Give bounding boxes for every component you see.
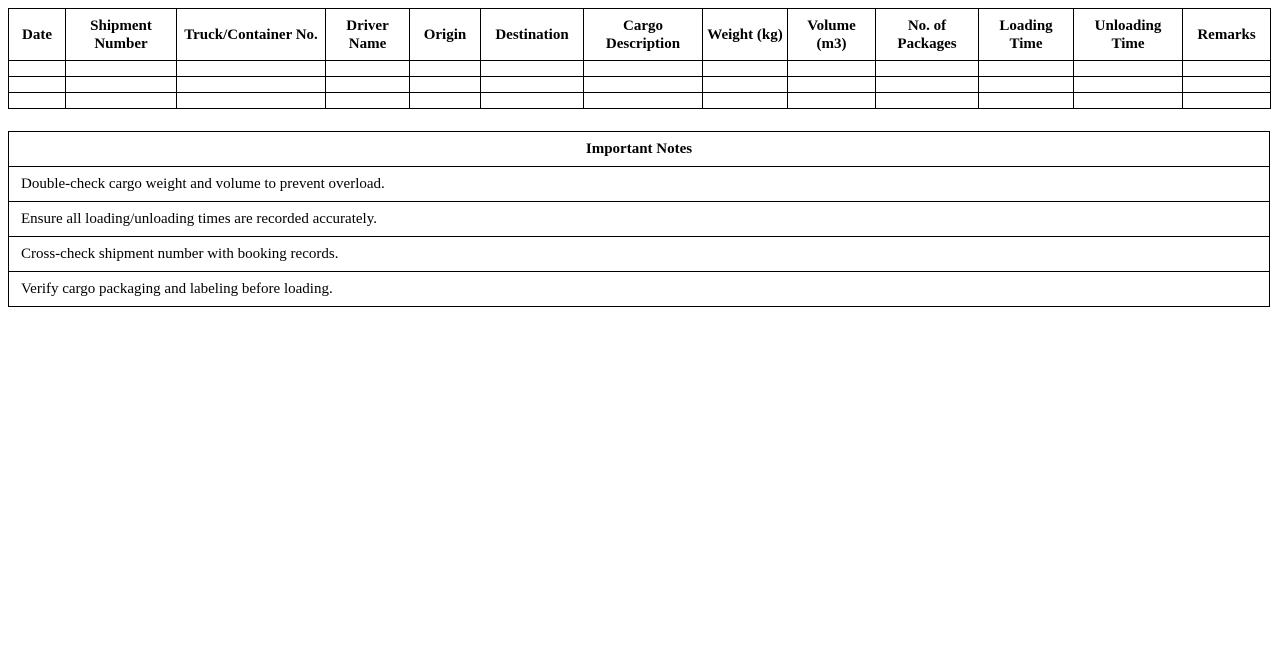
- header-row: [9, 9, 1271, 61]
- table-cell[interactable]: [1074, 93, 1183, 109]
- important-notes-table: [8, 131, 1270, 307]
- header-truck-container-no: Truck/Container No.: [177, 9, 326, 61]
- header-destination: Destination: [481, 9, 584, 61]
- notes-header-row: [9, 132, 1270, 167]
- header-remarks: Remarks: [1183, 9, 1271, 61]
- table-cell[interactable]: [481, 61, 584, 77]
- table-cell[interactable]: [410, 77, 481, 93]
- header-origin: Origin: [410, 9, 481, 61]
- table-cell[interactable]: [979, 93, 1074, 109]
- table-cell[interactable]: [326, 77, 410, 93]
- table-cell[interactable]: [703, 93, 788, 109]
- table-row: [9, 77, 1271, 93]
- table-cell[interactable]: [584, 93, 703, 109]
- table-cell[interactable]: [1183, 77, 1271, 93]
- header-volume: Volume (m3): [788, 9, 876, 61]
- header-weight: Weight (kg): [703, 9, 788, 61]
- table-cell[interactable]: [177, 93, 326, 109]
- table-cell[interactable]: [481, 77, 584, 93]
- table-cell[interactable]: [788, 93, 876, 109]
- table-cell[interactable]: [876, 93, 979, 109]
- table-cell[interactable]: [788, 77, 876, 93]
- header-date: Date: [9, 9, 66, 61]
- header-unloading-time: Unloading Time: [1074, 9, 1183, 61]
- notes-title: Important Notes: [9, 132, 1270, 167]
- table-cell[interactable]: [66, 77, 177, 93]
- header-shipment-number: Shipment Number: [66, 9, 177, 61]
- note-item: Verify cargo packaging and labeling before loading.: [9, 272, 1270, 307]
- table-cell[interactable]: [1183, 61, 1271, 77]
- notes-row: [9, 167, 1270, 202]
- note-item: Cross-check shipment number with booking records.: [9, 237, 1270, 272]
- table-cell[interactable]: [9, 77, 66, 93]
- table-row: [9, 61, 1271, 77]
- table-cell[interactable]: [1183, 93, 1271, 109]
- table-cell[interactable]: [9, 61, 66, 77]
- table-cell[interactable]: [703, 61, 788, 77]
- table-cell[interactable]: [177, 77, 326, 93]
- notes-row: [9, 272, 1270, 307]
- table-cell[interactable]: [177, 61, 326, 77]
- table-cell[interactable]: [584, 61, 703, 77]
- table-cell[interactable]: [410, 93, 481, 109]
- table-cell[interactable]: [584, 77, 703, 93]
- note-item: Ensure all loading/unloading times are recorded accurately.: [9, 202, 1270, 237]
- shipment-log-table: [8, 8, 1271, 109]
- header-no-of-packages: No. of Packages: [876, 9, 979, 61]
- table-cell[interactable]: [876, 61, 979, 77]
- table-cell[interactable]: [788, 61, 876, 77]
- table-cell[interactable]: [876, 77, 979, 93]
- table-row: [9, 93, 1271, 109]
- note-item: Double-check cargo weight and volume to prevent overload.: [9, 167, 1270, 202]
- table-cell[interactable]: [326, 93, 410, 109]
- table-cell[interactable]: [410, 61, 481, 77]
- table-cell[interactable]: [66, 93, 177, 109]
- table-cell[interactable]: [481, 93, 584, 109]
- table-cell[interactable]: [703, 77, 788, 93]
- table-cell[interactable]: [1074, 61, 1183, 77]
- table-cell[interactable]: [66, 61, 177, 77]
- header-cargo-description: Cargo Description: [584, 9, 703, 61]
- table-cell[interactable]: [979, 77, 1074, 93]
- table-cell[interactable]: [1074, 77, 1183, 93]
- table-cell[interactable]: [979, 61, 1074, 77]
- header-driver-name: Driver Name: [326, 9, 410, 61]
- notes-row: [9, 237, 1270, 272]
- table-cell[interactable]: [326, 61, 410, 77]
- notes-row: [9, 202, 1270, 237]
- table-cell[interactable]: [9, 93, 66, 109]
- header-loading-time: Loading Time: [979, 9, 1074, 61]
